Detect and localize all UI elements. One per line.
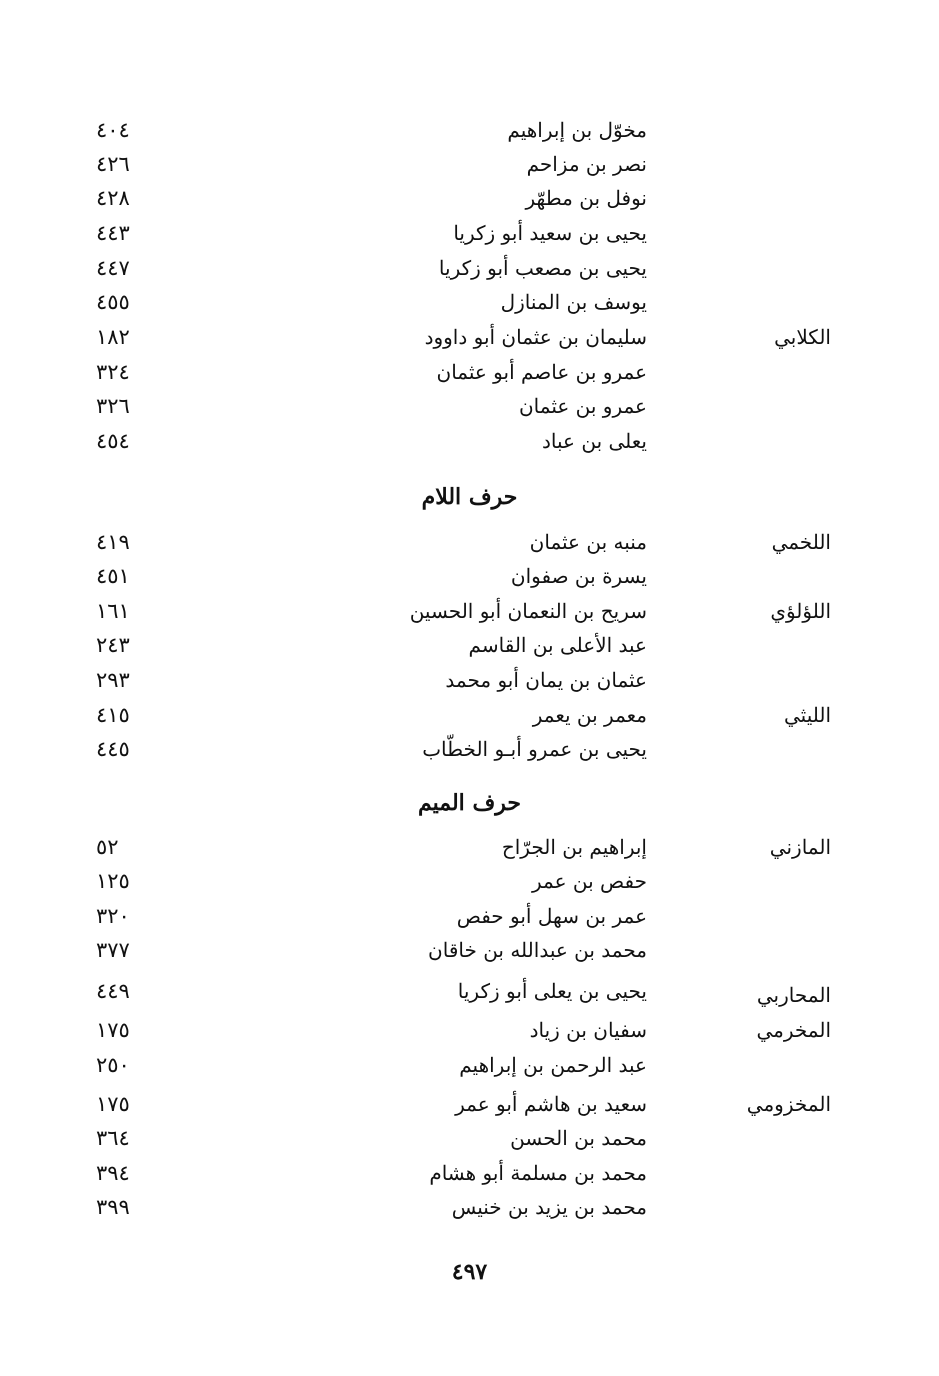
index-entry: [0, 698, 939, 732]
entry-nisba: اللؤلؤي: [770, 599, 831, 623]
entry-nisba: [671, 628, 831, 662]
entry-page-ref: ٢٥٠: [96, 1053, 130, 1077]
entry-name: محمد بن يزيد بن خنيس: [451, 1195, 647, 1219]
index-entry: [0, 285, 939, 319]
entry-name: محمد بن الحسن: [510, 1126, 647, 1150]
entry-page-ref: ٤٢٦: [96, 152, 130, 176]
entry-name: يحيى بن عمرو أبـو الخطّاب: [422, 737, 647, 761]
entry-name: نصر بن مزاحم: [526, 152, 647, 176]
entry-nisba: [671, 216, 831, 250]
index-entry: [0, 830, 939, 864]
entry-nisba: [671, 1156, 831, 1190]
entry-name: حفص بن عمر: [531, 869, 647, 893]
entry-page-ref: ١٧٥: [96, 1092, 130, 1116]
index-entry: [0, 864, 939, 898]
entry-page-ref: ٤٥٤: [96, 429, 130, 453]
index-entry: [0, 1156, 939, 1190]
entry-name: محمد بن عبدالله بن خاقان: [428, 938, 647, 962]
index-entry: [0, 1190, 939, 1224]
index-entry: [0, 1048, 939, 1082]
index-entry: [0, 389, 939, 423]
entry-name: معمر بن يعمر: [532, 703, 647, 727]
entry-page-ref: ٤٤٥: [96, 737, 130, 761]
index-entry: [0, 355, 939, 389]
entry-nisba: [671, 181, 831, 215]
entry-page-ref: ٤٤٧: [96, 256, 130, 280]
entry-nisba: [671, 147, 831, 181]
entry-nisba: [671, 389, 831, 423]
index-entry: [0, 663, 939, 697]
entry-page-ref: ٣٢٠: [96, 904, 130, 928]
entry-name: يوسف بن المنازل: [500, 290, 647, 314]
entry-nisba: [671, 732, 831, 766]
index-entry: [0, 113, 939, 147]
entry-nisba: [671, 933, 831, 967]
entry-name: عبد الأعلى بن القاسم: [468, 633, 647, 657]
entry-nisba: [671, 1190, 831, 1224]
entry-nisba: [671, 424, 831, 458]
entry-nisba: [671, 285, 831, 319]
index-entry: [0, 594, 939, 628]
index-entry: [0, 1121, 939, 1155]
entry-nisba: المخزومي: [746, 1092, 831, 1116]
index-entry: [0, 320, 939, 354]
index-entry: [0, 147, 939, 181]
entry-name: سريح بن النعمان أبو الحسين: [409, 599, 647, 623]
entry-page-ref: ٤٢٨: [96, 186, 130, 210]
index-entry: [0, 424, 939, 458]
index-entry: [0, 732, 939, 766]
entry-page-ref: ٢٩٣: [96, 668, 130, 692]
entry-nisba: المخرمي: [756, 1018, 831, 1042]
index-entry: [0, 899, 939, 933]
entry-nisba: المحاربي: [756, 983, 831, 1007]
index-entry: [0, 181, 939, 215]
entry-nisba: [671, 559, 831, 593]
entry-nisba: المازني: [769, 835, 831, 859]
entry-nisba: الليثي: [783, 703, 831, 727]
entry-name: نوفل بن مطهّر: [525, 186, 647, 210]
entry-page-ref: ٤٤٣: [96, 221, 130, 245]
index-entry: [0, 1087, 939, 1121]
index-entry: [0, 628, 939, 662]
entry-name: عثمان بن يمان أبو محمد: [445, 668, 647, 692]
entry-name: يحيى بن سعيد أبو زكريا: [453, 221, 647, 245]
entry-nisba: [671, 113, 831, 147]
entry-page-ref: ٣٢٤: [96, 360, 130, 384]
entry-page-ref: ٤١٩: [96, 530, 130, 554]
entry-page-ref: ٣٩٩: [96, 1195, 130, 1219]
entry-nisba: [671, 1121, 831, 1155]
page-number: ٤٩٧: [451, 1259, 488, 1285]
entry-name: عمر بن سهل أبو حفص: [456, 904, 647, 928]
entry-page-ref: ١٧٥: [96, 1018, 130, 1042]
entry-page-ref: ١٢٥: [96, 869, 130, 893]
entry-page-ref: ٣٦٤: [96, 1126, 130, 1150]
entry-page-ref: ٣٧٧: [96, 938, 130, 962]
entry-name: إبراهيم بن الجرّاح: [501, 835, 647, 859]
entry-name: عمرو بن عاصم أبو عثمان: [436, 360, 647, 384]
entry-name: محمد بن مسلمة أبو هشام: [429, 1161, 647, 1185]
entry-name: يعلى بن عباد: [542, 429, 647, 453]
entry-name: سليمان بن عثمان أبو داوود: [424, 325, 647, 349]
entry-nisba: [671, 1048, 831, 1082]
entry-name: مخوّل بن إبراهيم: [507, 118, 647, 142]
entry-page-ref: ٥٢: [96, 835, 119, 859]
entry-page-ref: ٤٥٥: [96, 290, 130, 314]
entry-nisba: [671, 251, 831, 285]
entry-nisba: [671, 355, 831, 389]
entry-page-ref: ٣٢٦: [96, 394, 130, 418]
index-entry: [0, 1013, 939, 1047]
index-entry: [0, 525, 939, 559]
entry-name: عبد الرحمن بن إبراهيم: [459, 1053, 647, 1077]
entry-page-ref: ٤٠٤: [96, 118, 130, 142]
entry-page-ref: ٤٤٩: [96, 979, 130, 1003]
section-heading-mim: حرف الميم: [417, 790, 522, 816]
entry-name: يحيى بن يعلى أبو زكريا: [457, 979, 647, 1003]
index-entry: [0, 216, 939, 250]
entry-name: سعيد بن هاشم أبو عمر: [455, 1092, 647, 1116]
index-entry: [0, 933, 939, 967]
entry-name: يحيى بن مصعب أبو زكريا: [438, 256, 647, 280]
entry-nisba: اللخمي: [771, 530, 831, 554]
entry-nisba: [671, 899, 831, 933]
entry-name: يسرة بن صفوان: [510, 564, 647, 588]
entry-page-ref: ٢٤٣: [96, 633, 130, 657]
entry-page-ref: ١٦١: [96, 599, 130, 623]
entry-name: منبه بن عثمان: [529, 530, 647, 554]
entry-nisba: الكلابي: [774, 325, 831, 349]
entry-name: سفيان بن زياد: [529, 1018, 647, 1042]
entry-page-ref: ٤١٥: [96, 703, 130, 727]
entry-nisba: [671, 864, 831, 898]
entry-nisba: [671, 663, 831, 697]
index-entry: [0, 251, 939, 285]
entry-name: عمرو بن عثمان: [518, 394, 647, 418]
entry-page-ref: ٣٩٤: [96, 1161, 130, 1185]
entry-page-ref: ٤٥١: [96, 564, 130, 588]
index-entry: [0, 974, 939, 1008]
section-heading-lam: حرف اللام: [421, 484, 518, 510]
entry-page-ref: ١٨٢: [96, 325, 130, 349]
index-entry: [0, 559, 939, 593]
